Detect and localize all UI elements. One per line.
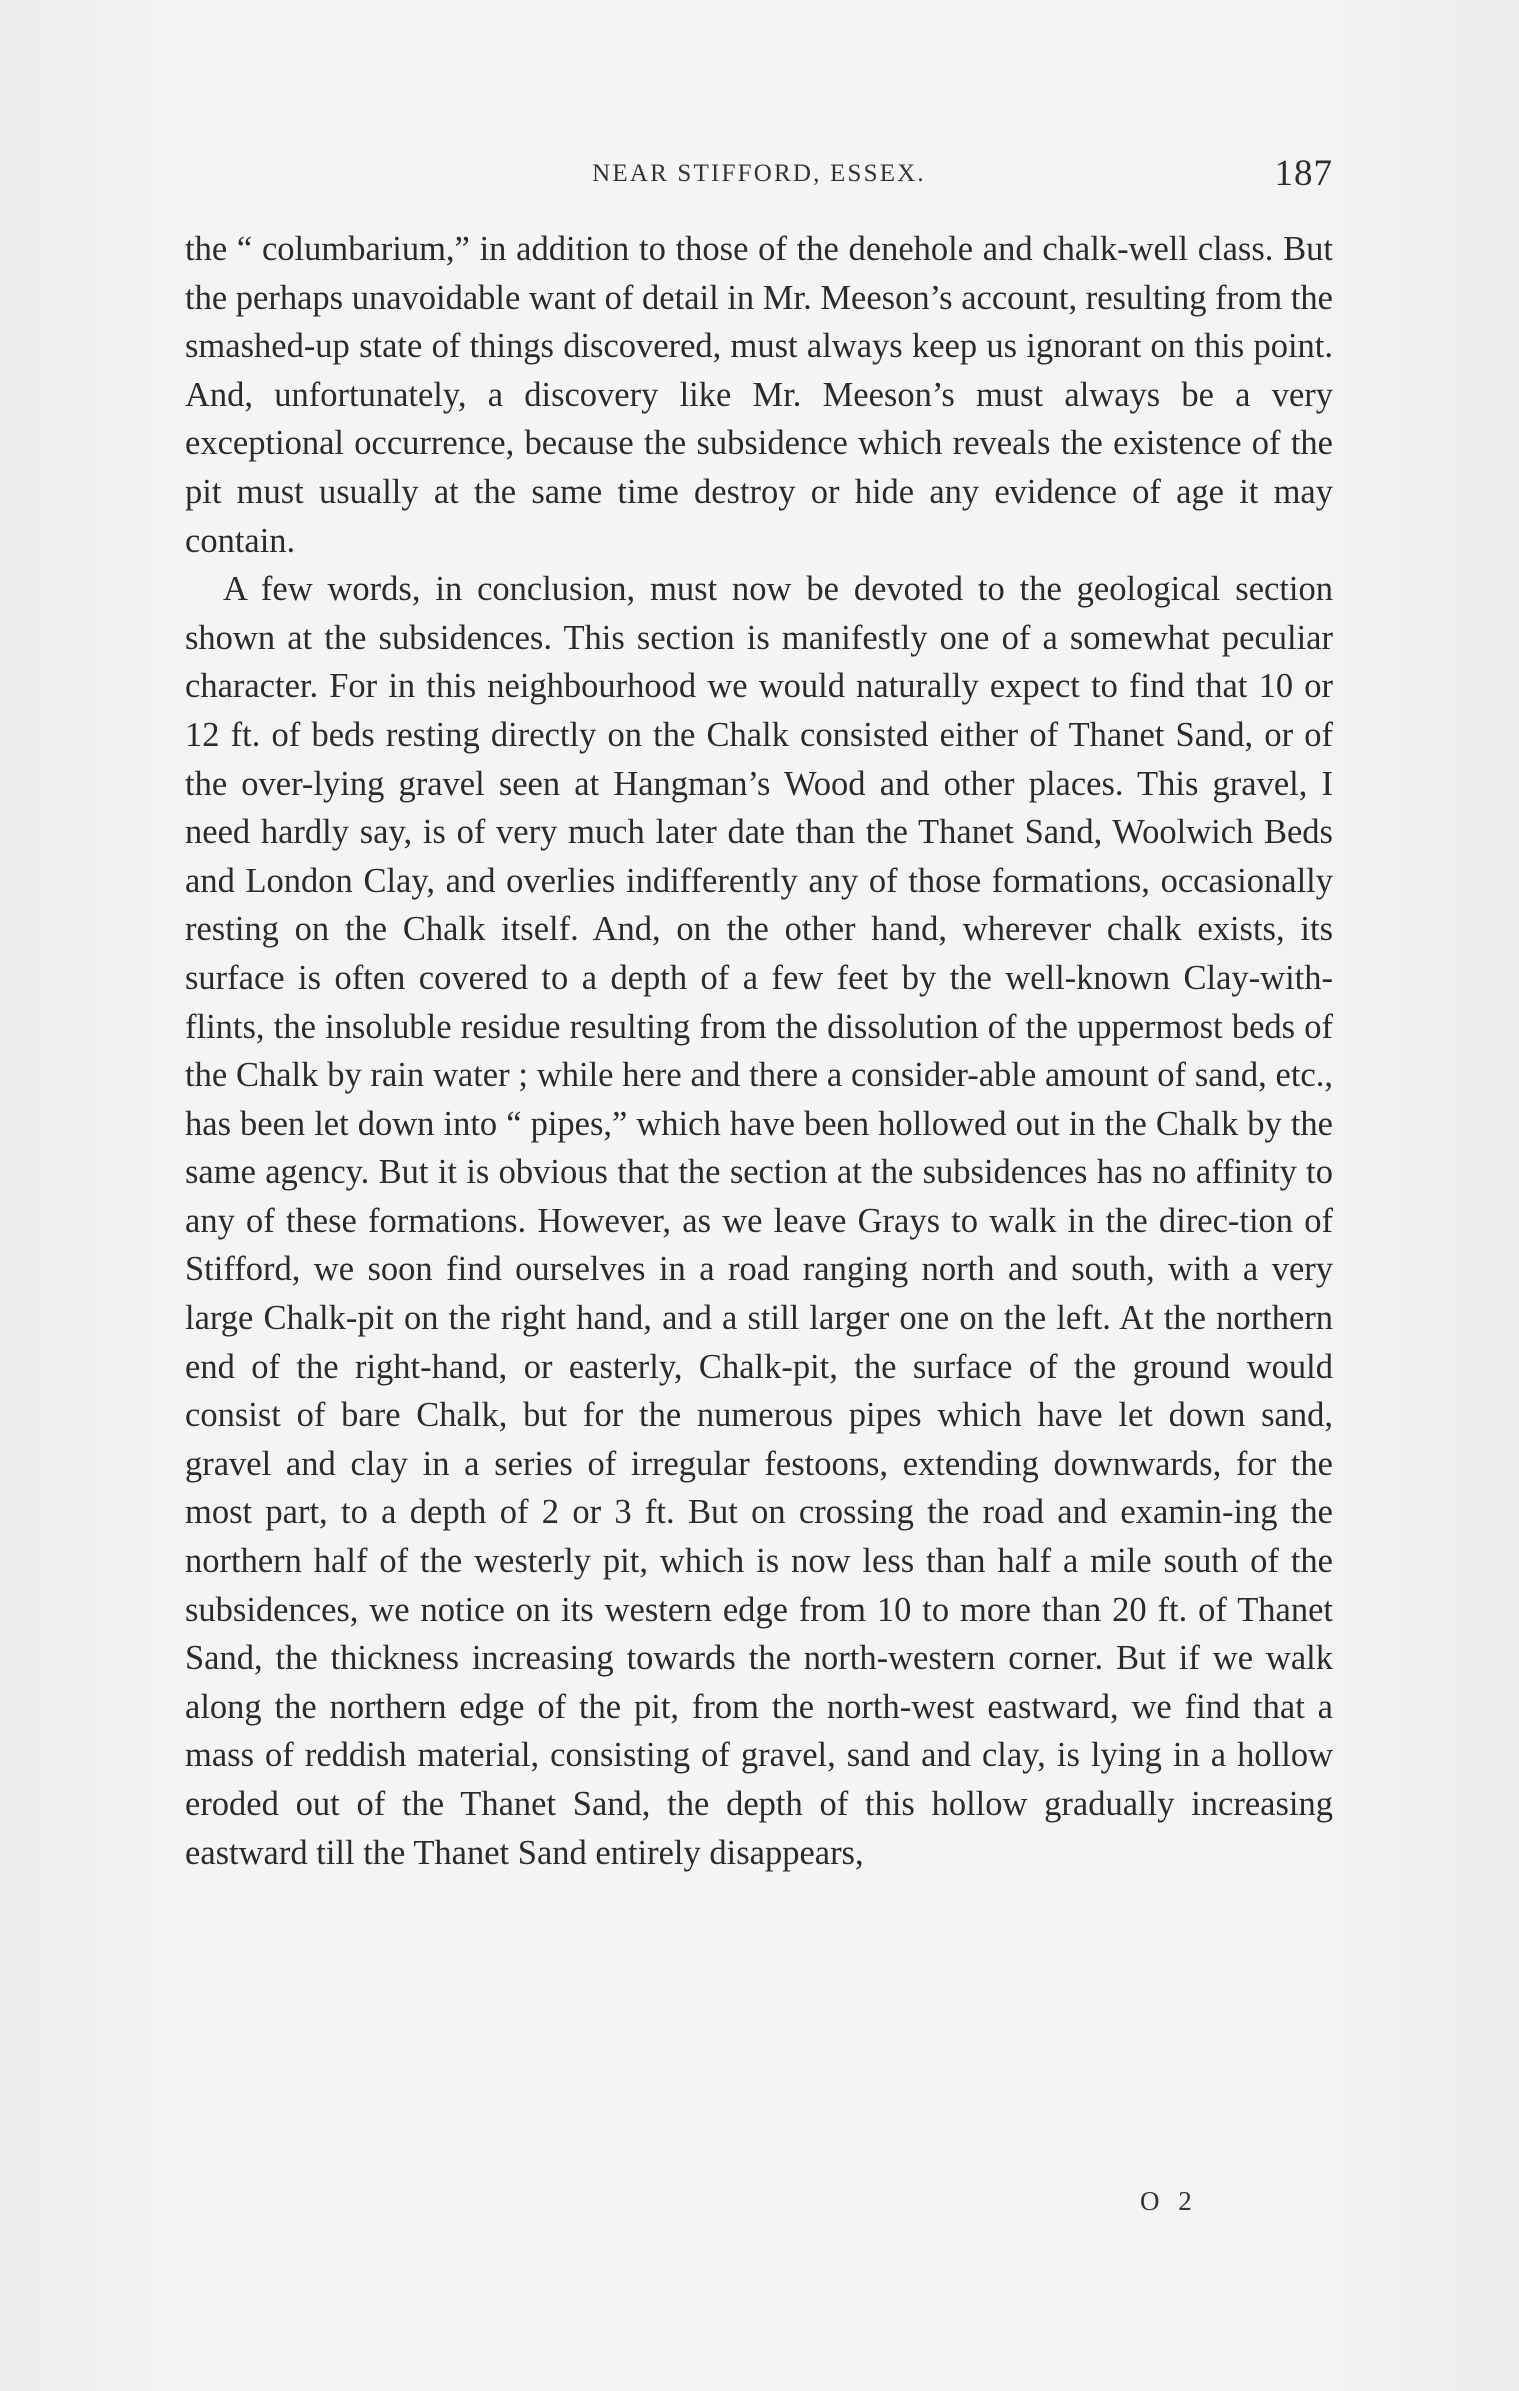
paragraph-continuation: the “ columbarium,” in addition to those of the denehole and chalk-well class. But the perhaps unavoidable want of detail in Mr. Meeson’s account, resulting from the smashed-up state of things discovered, must always keep us ignorant on this point. And, unfortunately, a discovery like Mr. Meeson’s must always be a very exceptional occurrence, because the subsidence which reveals the existence of the pit must usually at the same time destroy or hide any evidence of age it may contain. <box>185 230 1333 560</box>
paragraph-geological-section: A few words, in conclusion, must now be devoted to the geological section shown at the subsidences. This section is manifestly one of a somewhat peculiar character. For in this neighbourhood we would naturally expect to find that 10 or 12 ft. of beds resting directly on the Chalk consisted either of Thanet Sand, or of the over-lying gravel seen at Hangman’s Wood and other places. This gravel, I need hardly say, is of very much later date than the Thanet Sand, Woolwich Beds and London Clay, and overlies indifferently any of those formations, occasionally resting on the Chalk itself. And, on the other hand, wherever chalk exists, its surface is often covered to a depth of a few feet by the well-known Clay-with-flints, the insoluble residue resulting from the dissolution of the uppermost beds of the Chalk by rain water ; while here and there a consider-able amount of sand, etc., has been let down into “ pipes,” which have been hollowed out in the Chalk by the same agency. But it is obvious that the section at the subsidences has no affinity to any of these formations. However, as we leave Grays to walk in the direc-tion of Stifford, we soon find ourselves in a road ranging north and south, with a very large Chalk-pit on the right hand, and a still larger one on the left. At the northern end of the right-hand, or easterly, Chalk-pit, the surface of the ground would consist of bare Chalk, but for the numerous pipes which have let down sand, gravel and clay in a series of irregular festoons, extending downwards, for the most part, to a depth of 2 or 3 ft. But on crossing the road and examin-ing the northern half of the westerly pit, which is now less than half a mile south of the subsidences, we notice on its western edge from 10 to more than 20 ft. of Thanet Sand, the thickness increasing towards the north-western corner. But if we walk along the northern edge of the pit, from the north-west eastward, we find that a mass of reddish material, consisting of gravel, sand and clay, is lying in a hollow eroded out of the Thanet Sand, the depth of this hollow gradually increasing eastward till the Thanet Sand entirely disappears, <box>185 570 1333 1872</box>
running-title: NEAR STIFFORD, ESSEX. <box>592 160 926 187</box>
running-head <box>185 152 1333 202</box>
page-number: 187 <box>1274 153 1333 194</box>
signature-mark: O 2 <box>1140 2186 1198 2216</box>
body-text <box>185 225 1333 1877</box>
